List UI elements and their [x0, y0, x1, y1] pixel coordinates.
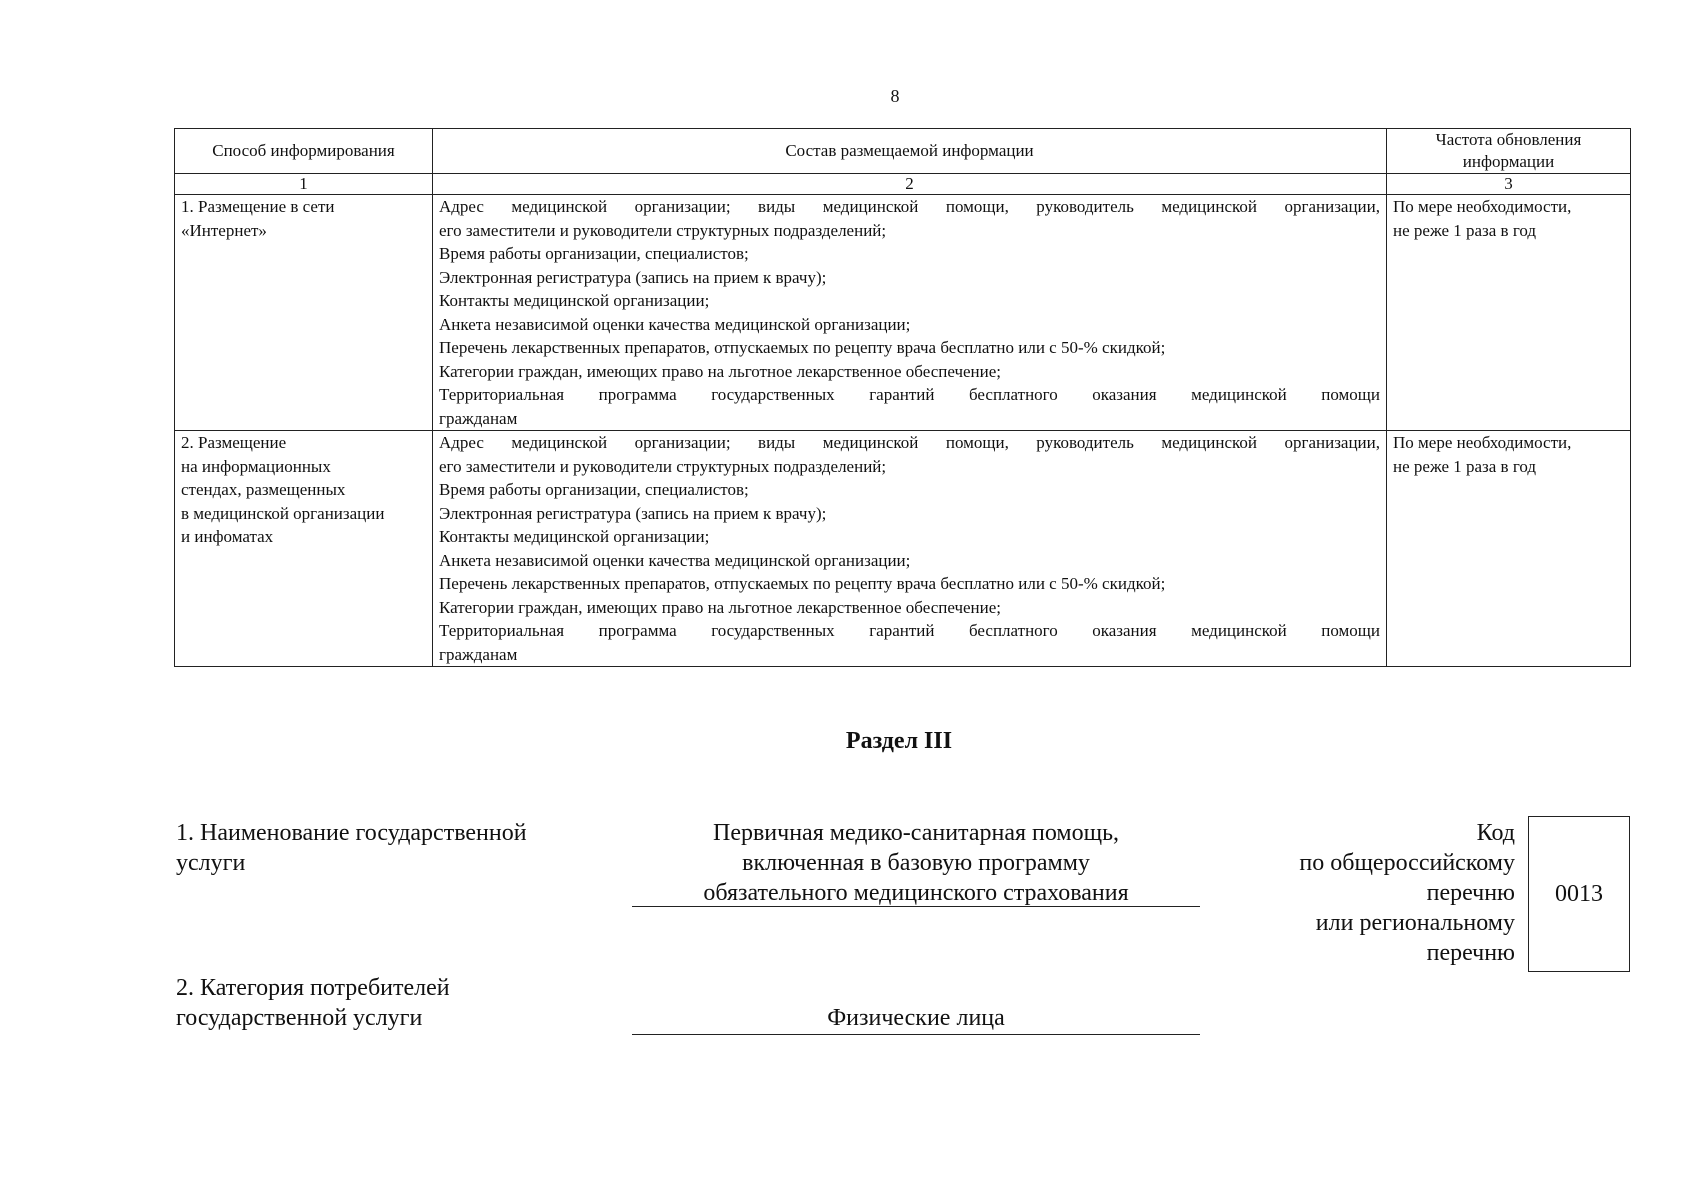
content-cell [433, 431, 1387, 667]
label-line: услуги [176, 850, 246, 876]
value-line: включенная в базовую программу [742, 850, 1090, 876]
content-line: Время работы организации, специалистов; [439, 244, 749, 263]
method-line: 2. Размещение [181, 433, 287, 452]
content-line: Категории граждан, имеющих право на льготное лекарственное обеспечение; [439, 597, 1002, 617]
header-method: Способ информирования [175, 129, 433, 174]
content-line: Контакты медицинской организации; [439, 291, 710, 310]
content-line: его заместители и руководители структурных подразделений; [439, 220, 887, 240]
content-line: его заместители и руководители структурных подразделений; [439, 456, 887, 476]
value-line: обязательного медицинского страхования [703, 880, 1129, 906]
method-cell [175, 195, 433, 431]
content-line: гражданам [439, 408, 518, 428]
code-label-line: или региональному [1315, 910, 1515, 936]
content-line: Категории граждан, имеющих право на льготное лекарственное обеспечение; [439, 361, 1002, 381]
header-content: Состав размещаемой информации [433, 129, 1387, 174]
method-line: «Интернет» [181, 220, 267, 240]
table-header-row [175, 129, 1631, 174]
method-line: 1. Размещение в сети [181, 197, 335, 216]
table-row [175, 431, 1631, 667]
frequency-line: не реже 1 раза в год [1393, 456, 1537, 476]
method-line: и инфоматах [181, 527, 274, 546]
code-value: 0013 [1555, 880, 1603, 907]
frequency-line: не реже 1 раза в год [1393, 220, 1537, 240]
content-line: гражданам [439, 644, 518, 664]
consumers-underline [632, 1034, 1200, 1035]
service-name-underline [632, 906, 1200, 907]
column-number-row [175, 174, 1631, 195]
content-line: Электронная регистратура (запись на прием к врачу); [439, 267, 827, 287]
code-label-line: по общероссийскому [1299, 850, 1515, 876]
method-cell [175, 431, 433, 667]
section-title: Раздел III [845, 728, 953, 754]
content-line: Перечень лекарственных препаратов, отпускаемых по рецепту врача бесплатно или с 50-% скидкой; [439, 338, 1166, 357]
content-line: Территориальная программа государственных гарантий бесплатного оказания медицинской помощи [439, 385, 1380, 404]
content-line: Электронная регистратура (запись на прием к врачу); [439, 503, 827, 523]
method-line: в медицинской организации [181, 503, 385, 523]
code-label-line: перечню [1426, 880, 1515, 906]
label-line: государственной услуги [176, 1005, 423, 1031]
table-row [175, 195, 1631, 431]
content-line: Анкета независимой оценки качества медицинской организации; [439, 550, 911, 570]
content-line: Адрес медицинской организации; виды медицинской помощи, руководитель медицинской организации, [439, 433, 1380, 452]
header-frequency: Частота обновления информации [1387, 129, 1631, 174]
method-line: на информационных [181, 456, 331, 476]
code-label-line: перечню [1426, 940, 1515, 966]
information-methods-table [174, 128, 1631, 667]
content-line: Контакты медицинской организации; [439, 527, 710, 546]
service-name-label [176, 818, 527, 878]
frequency-cell [1387, 195, 1631, 431]
consumers-label [176, 973, 450, 1033]
method-line: стендах, размещенных [181, 480, 346, 499]
content-line: Анкета независимой оценки качества медицинской организации; [439, 314, 911, 334]
content-line: Перечень лекарственных препаратов, отпускаемых по рецепту врача бесплатно или с 50-% скидкой; [439, 574, 1166, 593]
label-line: 1. Наименование государственной [176, 820, 527, 846]
code-box [1528, 816, 1630, 972]
service-name-value [632, 818, 1200, 908]
content-cell [433, 195, 1387, 431]
frequency-line: По мере необходимости, [1393, 433, 1572, 452]
column-number: 1 [175, 174, 433, 195]
page-number: 8 [890, 86, 900, 106]
frequency-cell [1387, 431, 1631, 667]
column-number: 2 [433, 174, 1387, 195]
content-line: Время работы организации, специалистов; [439, 480, 749, 499]
content-line: Адрес медицинской организации; виды медицинской помощи, руководитель медицинской организации, [439, 197, 1380, 216]
consumers-value: Физические лица [827, 1005, 1005, 1031]
code-label [1240, 818, 1515, 968]
column-number: 3 [1387, 174, 1631, 195]
frequency-line: По мере необходимости, [1393, 197, 1572, 216]
label-line: 2. Категория потребителей [176, 975, 450, 1001]
value-line: Первичная медико-санитарная помощь, [712, 820, 1120, 846]
code-label-line: Код [1476, 820, 1515, 846]
content-line: Территориальная программа государственных гарантий бесплатного оказания медицинской помощи [439, 621, 1380, 640]
